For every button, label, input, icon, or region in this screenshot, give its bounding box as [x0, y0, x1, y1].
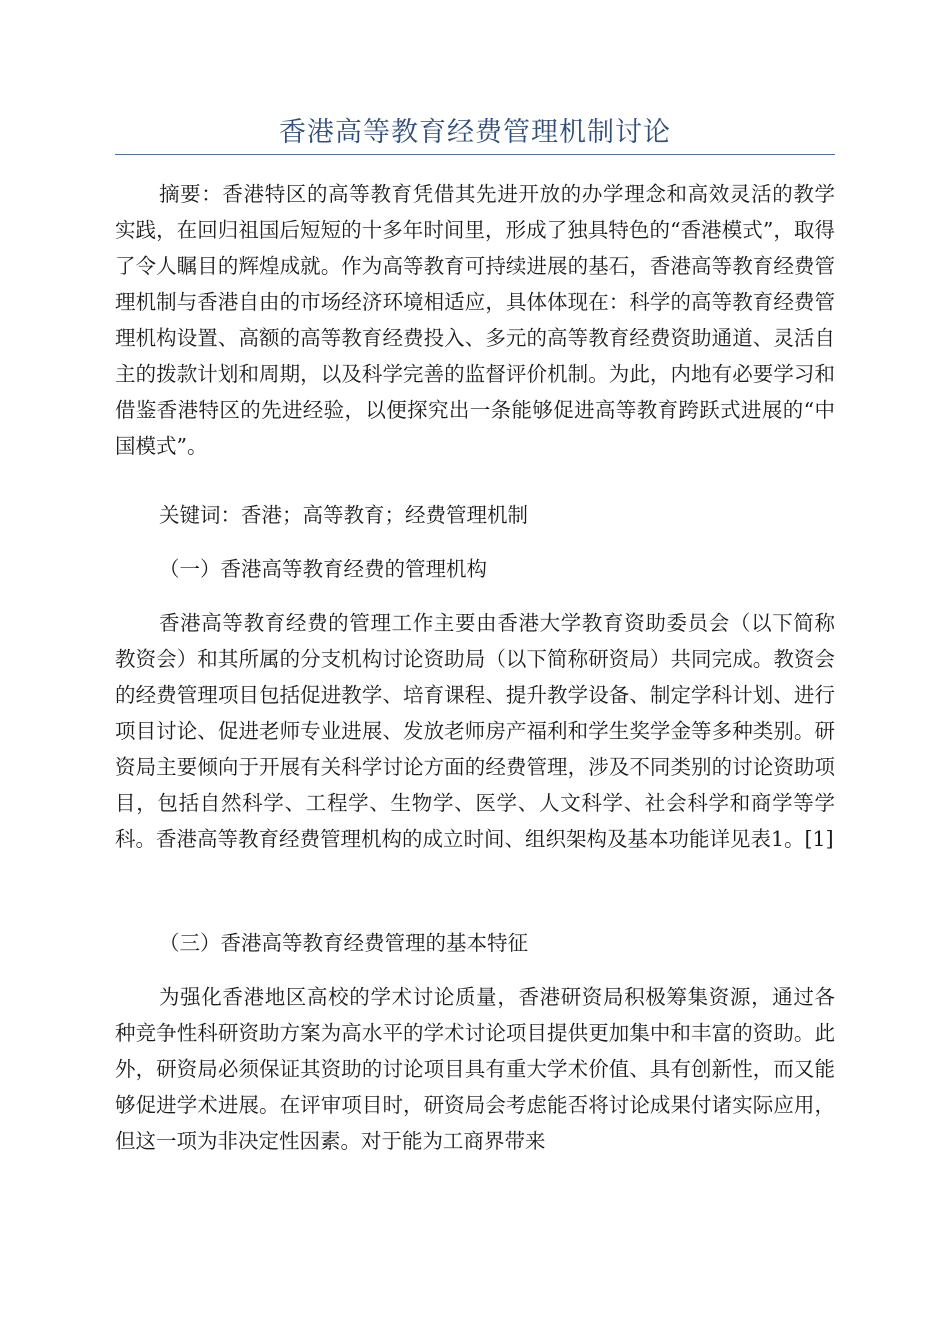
keywords-line: 关键词：香港；高等教育；经费管理机制 — [159, 503, 528, 527]
section-body-paragraph: 为强化香港地区高校的学术讨论质量，香港研资局积极筹集资源，通过各种竞争性科研资助方案为高水平的学术讨论项目提供更加集中和丰富的资助。此外，研资局必须保证其资助的讨论项目具有重大学术价值、具有创新性，而又能够促进学术进展。在评审项目时，研资局会考虑能否将讨论成果付诸实际应用，但这一项为非决定性因素。对于能为工商界带来 — [115, 985, 835, 1153]
abstract-paragraph: 摘要：香港特区的高等教育凭借其先进开放的办学理念和高效灵活的教学实践，在回归祖国后短短的十多年时间里，形成了独具特色的“香港模式”，取得了令人瞩目的辉煌成就。作为高等教育可持续进展的基石，香港高等教育经费管理机制与香港自由的市场经济环境相适应，具体体现在：科学的高等教育经费管理机构设置、高额的高等教育经费投入、多元的高等教育经费资助通道、灵活自主的拨款计划和周期，以及科学完善的监督评价机制。为此，内地有必要学习和借鉴香港特区的先进经验，以便探究出一条能够促进高等教育跨跃式进展的“中国模式”。 — [115, 182, 835, 458]
title-underline — [115, 154, 835, 155]
section-heading: （一）香港高等教育经费的管理机构 — [159, 557, 487, 581]
section-heading: （三）香港高等教育经费管理的基本特征 — [159, 931, 528, 955]
document-page — [115, 0, 835, 1344]
document-title: 香港高等教育经费管理机制讨论 — [279, 117, 671, 148]
section-body-paragraph: 香港高等教育经费的管理工作主要由香港大学教育资助委员会（以下简称教资会）和其所属的分支机构讨论资助局（以下简称研资局）共同完成。教资会的经费管理项目包括促进教学、培育课程、提升教学设备、制定学科计划、进行项目讨论、促进老师专业进展、发放老师房产福利和学生奖学金等多种类别。研资局主要倾向于开展有关科学讨论方面的经费管理，涉及不同类别的讨论资助项目，包括自然科学、工程学、生物学、医学、人文科学、社会科学和商学等学科。香港高等教育经费管理机构的成立时间、组织架构及基本功能详见表1。[1] — [115, 611, 835, 851]
